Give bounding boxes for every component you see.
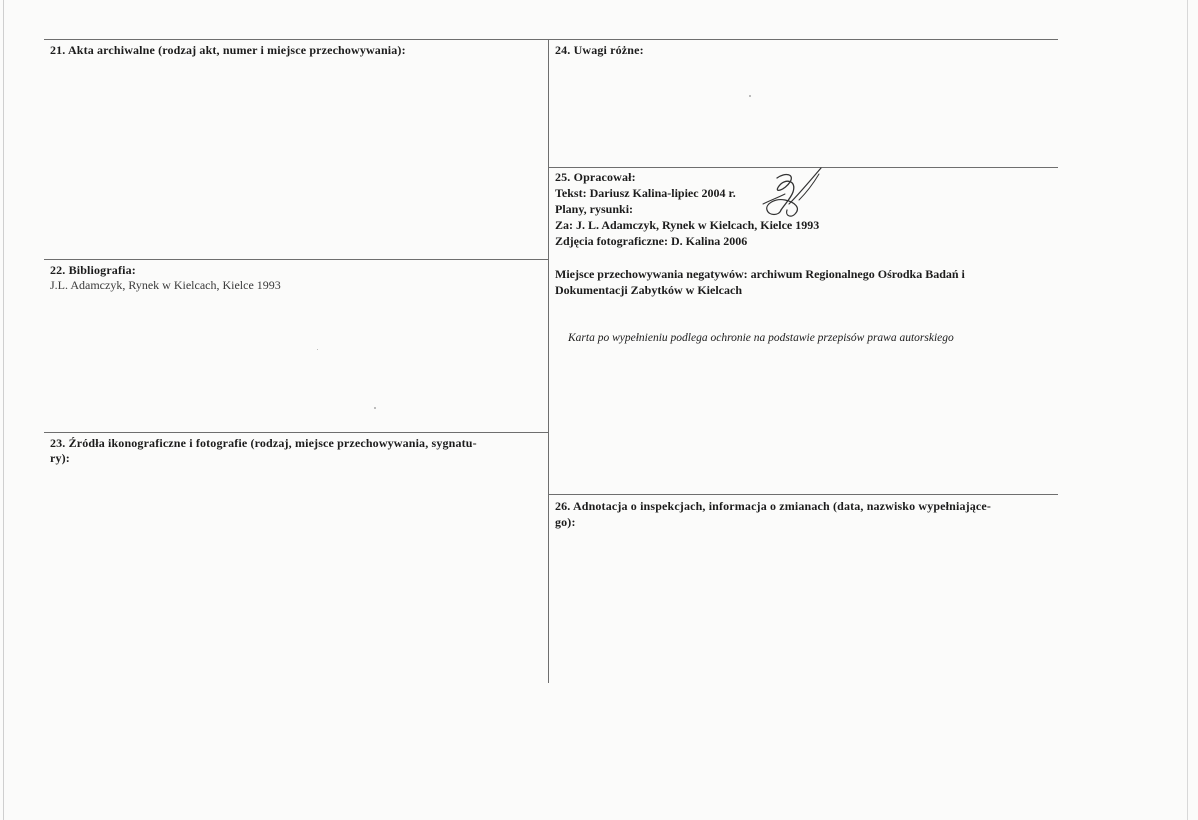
scan-speck bbox=[374, 407, 376, 409]
field-25-text-author: Tekst: Dariusz Kalina-lipiec 2004 r. bbox=[555, 186, 736, 200]
scan-edge-left bbox=[3, 0, 4, 820]
copyright-note: Karta po wypełnieniu podlega ochronie na podstawie przepisów prawa autorskiego bbox=[568, 332, 954, 344]
field-23-label-line2: ry): bbox=[50, 451, 70, 465]
top-rule bbox=[44, 39, 1058, 40]
scan-speck bbox=[317, 349, 318, 350]
field-25-plans: Plany, rysunki: bbox=[555, 202, 634, 216]
field-25-source: Za: J. L. Adamczyk, Rynek w Kielcach, Kielce 1993 bbox=[555, 218, 820, 232]
rule-22-23 bbox=[44, 432, 548, 433]
field-25-photos: Zdjęcia fotograficzne: D. Kalina 2006 bbox=[555, 234, 748, 248]
field-25-label: 25. Opracował: bbox=[555, 170, 636, 184]
negatives-location-line1: Miejsce przechowywania negatywów: archiwum Regionalnego Ośrodka Badań i bbox=[555, 267, 965, 281]
field-23-label-line1: 23. Źródła ikonograficzne i fotografie (rodzaj, miejsce przechowywania, sygnatu- bbox=[50, 436, 477, 450]
field-22-label: 22. Bibliografia: bbox=[50, 263, 136, 277]
field-22-value: J.L. Adamczyk, Rynek w Kielcach, Kielce 1993 bbox=[50, 278, 281, 292]
column-divider bbox=[548, 39, 549, 683]
handwritten-signature bbox=[755, 164, 825, 222]
negatives-location-line2: Dokumentacji Zabytków w Kielcach bbox=[555, 283, 742, 297]
scan-edge-right bbox=[1187, 0, 1188, 820]
field-26-label-line1: 26. Adnotacja o inspekcjach, informacja o zmianach (data, nazwisko wypełniające- bbox=[555, 499, 991, 513]
rule-21-22 bbox=[44, 259, 548, 260]
field-24-label: 24. Uwagi różne: bbox=[555, 43, 644, 57]
scan-speck bbox=[749, 95, 751, 97]
field-26-label-line2: go): bbox=[555, 515, 576, 529]
rule-25-26 bbox=[548, 494, 1058, 495]
field-21-label: 21. Akta archiwalne (rodzaj akt, numer i miejsce przechowywania): bbox=[50, 43, 406, 57]
